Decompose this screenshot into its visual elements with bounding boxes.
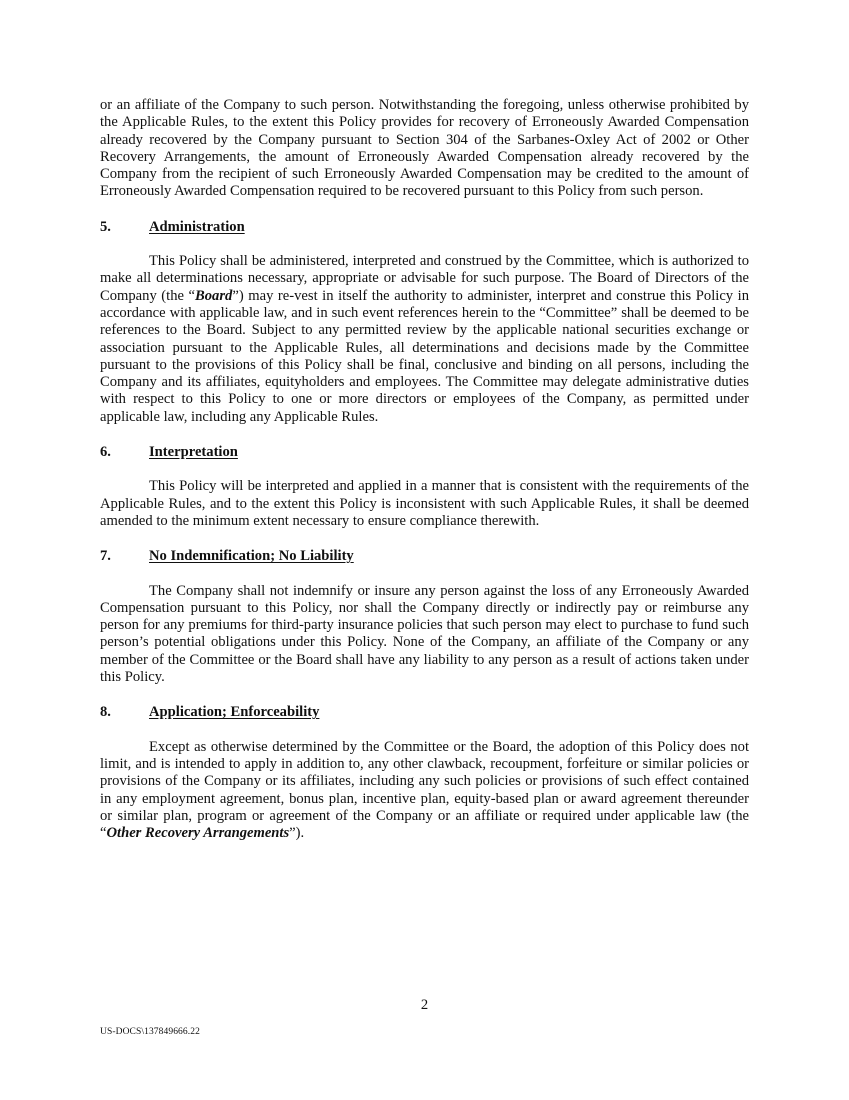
intro-paragraph: or an affiliate of the Company to such person. Notwithstanding the foregoing, unless otherwise prohibited by the Applicable Rules, to the extent this Policy provides for recovery of Erroneously Awarded Compensation already recovered by the Company pursuant to Section 304 of the Sarbanes-Oxley Act of 2002 or Other Recovery Arrangements, the amount of Erroneously Awarded Compensation already recovered by the Company from the recipient of such Erroneously Awarded Compensation may be credited to the amount of Erroneously Awarded Compensation required to be recovered pursuant to this Policy from such person. [100, 97, 749, 200]
section-7-body: The Company shall not indemnify or insure any person against the loss of any Erroneously Awarded Compensation pursuant to this Policy, nor shall the Company directly or indirectly pay or reimburse any person for any premiums for third-party insurance policies that such person may elect to purchase to fund such person’s potential obligations under this Policy. None of the Company, an affiliate of the Company or any member of the Committee or the Board shall have any liability to any person as a result of actions taken under this Policy. [100, 582, 749, 686]
defined-term-other-recovery-arrangements: Other Recovery Arrangements [106, 825, 290, 842]
body-text: ”). [289, 825, 305, 842]
body-text: ”) may re-vest in itself the authority to administer, interpret and construe this Policy in accordance with applicable law, and in such event references herein to the “Committee” shall be deemed to be references to the Board. Subject to any permitted review by the applicable national securities exchange or association pursuant to the Applicable Rules, all determinations and decisions made by the Committee pursuant to the provisions of this Policy shall be final, conclusive and binding on all persons, including the Company and its affiliates, equityholders and employees. The Committee may delegate administrative duties with respect to this Policy to one or more directors or employees of the Company, as permitted under applicable law, including any Applicable Rules. [100, 287, 749, 425]
section-7-heading [100, 548, 749, 565]
section-title-interpretation: Interpretation [149, 444, 238, 461]
section-number: 6. [100, 444, 111, 461]
section-8-body [100, 739, 749, 843]
section-6-heading [100, 444, 749, 461]
section-title-administration: Administration [149, 218, 245, 235]
section-6-body: This Policy will be interpreted and applied in a manner that is consistent with the requirements of the Applicable Rules, and to the extent this Policy is inconsistent with such Applicable Rules, it shall be deemed amended to the minimum extent necessary to ensure compliance therewith. [100, 478, 749, 529]
document-id: US-DOCS\137849666.22 [100, 1027, 200, 1037]
defined-term-board: Board [195, 287, 233, 304]
section-number: 5. [100, 218, 111, 235]
section-title-no-indemnification: No Indemnification; No Liability [149, 548, 354, 565]
document-page [100, 97, 749, 842]
section-number: 7. [100, 548, 111, 565]
body-text: Except as otherwise determined by the Committee or the Board, the adoption of this Policy does not limit, and is intended to apply in addition to, any other clawback, recoupment, forfeiture or similar policies or provisions of the Company or its affiliates, including any such policies or provisions of such effect contained in any employment agreement, bonus plan, incentive plan, equity-based plan or award agreement thereunder or similar plan, program or agreement of the Company or an affiliate or required under applicable law (the “ [100, 738, 749, 842]
section-5-body [100, 253, 749, 426]
section-title-application: Application; Enforceability [149, 704, 320, 721]
section-8-heading [100, 704, 749, 721]
body-text: This Policy shall be administered, interpreted and construed by the Committee, which is authorized to make all determinations necessary, appropriate or advisable for such purpose. The Board of Directors of the Company (the “ [100, 253, 749, 304]
section-number: 8. [100, 704, 111, 721]
section-5-heading [100, 219, 749, 236]
page-number: 2 [420, 997, 429, 1013]
